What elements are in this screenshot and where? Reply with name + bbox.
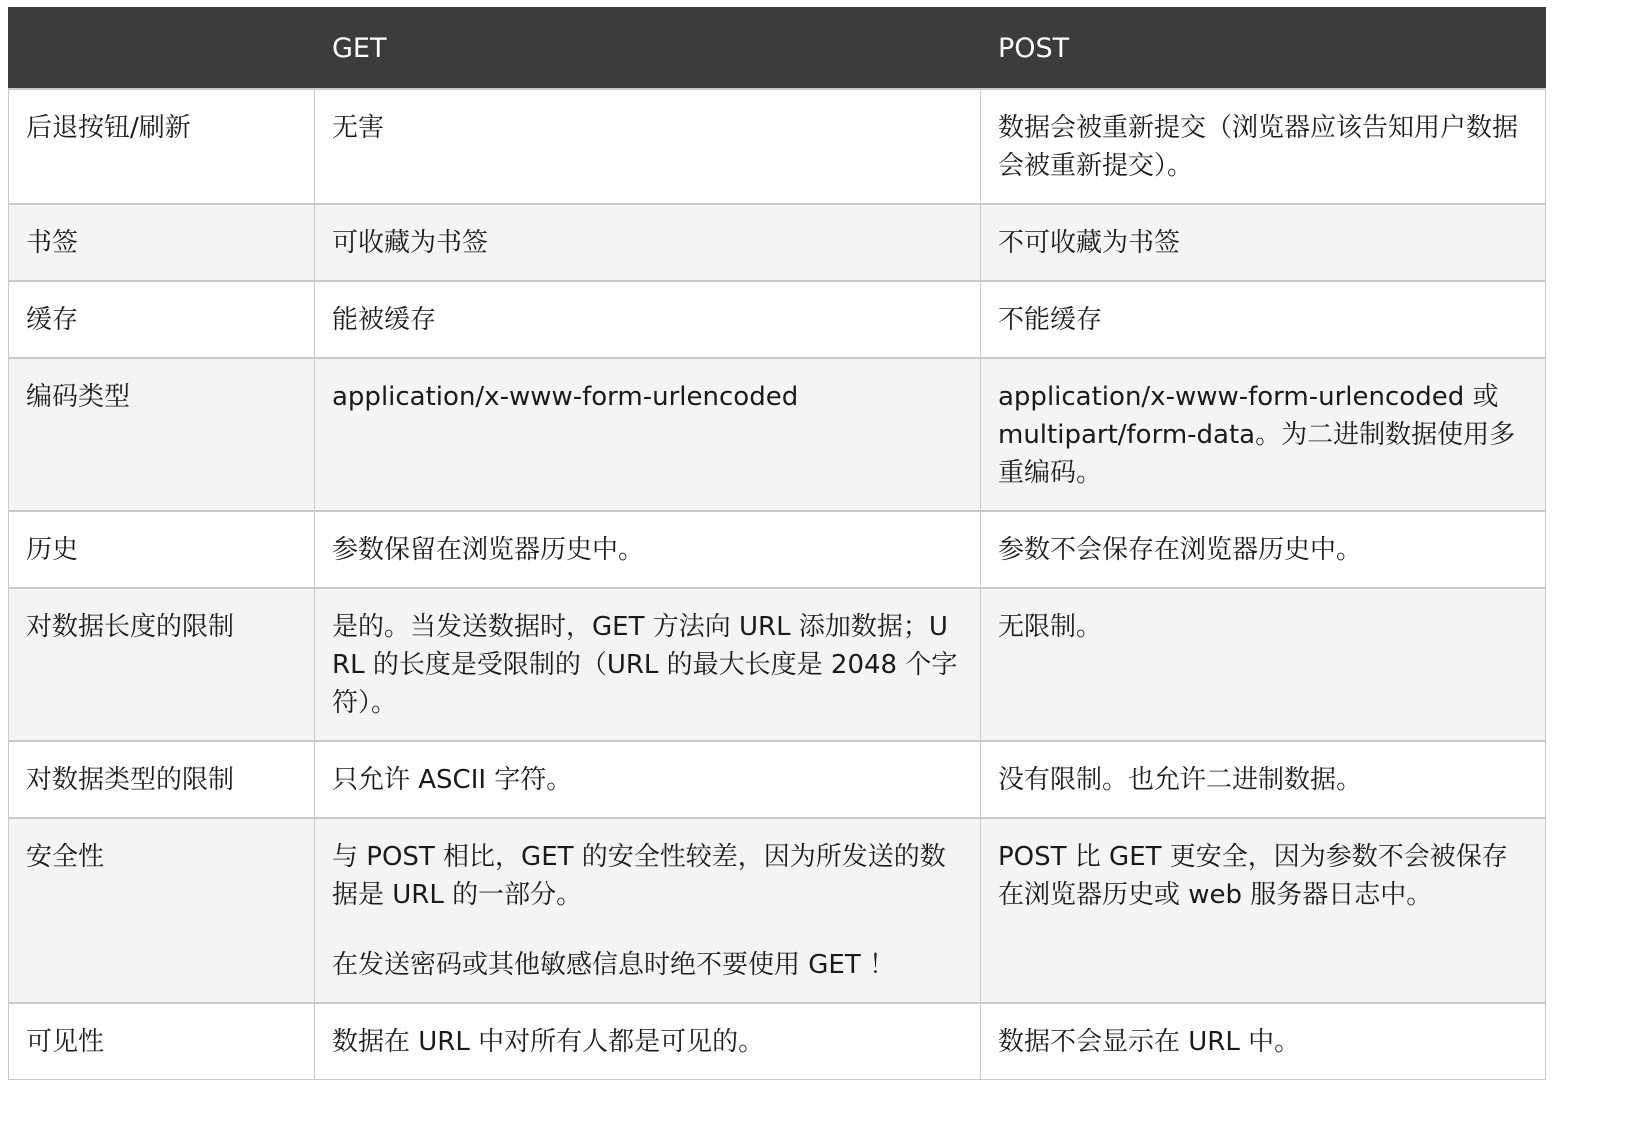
cell-text: 只允许 ASCII 字符。 xyxy=(332,765,573,795)
table-row-cache xyxy=(9,281,1546,358)
cell-text: 可收藏为书签 xyxy=(332,228,489,258)
cell-post xyxy=(981,204,1546,281)
cell-feature: 对数据类型的限制 xyxy=(9,741,315,818)
cell-get xyxy=(315,281,981,358)
cell-text: 数据会被重新提交（浏览器应该告知用户数据会被重新提交）。 xyxy=(998,113,1519,181)
cell-get xyxy=(315,1003,981,1080)
cell-feature: 缓存 xyxy=(9,281,315,358)
cell-post xyxy=(981,358,1546,511)
cell-text-warning: 在发送密码或其他敏感信息时绝不要使用 GET ！ xyxy=(332,950,895,980)
get-post-comparison-table xyxy=(8,7,1546,1080)
cell-get xyxy=(315,818,981,1003)
cell-post xyxy=(981,818,1546,1003)
cell-text: 参数保留在浏览器历史中。 xyxy=(332,535,645,565)
cell-text: 与 POST 相比，GET 的安全性较差，因为所发送的数据是 URL 的一部分。 xyxy=(332,842,946,910)
cell-text: 没有限制。也允许二进制数据。 xyxy=(998,765,1363,795)
table-row-security xyxy=(9,818,1546,1003)
cell-text: 不能缓存 xyxy=(998,305,1103,335)
cell-feature: 可见性 xyxy=(9,1003,315,1080)
cell-get xyxy=(315,358,981,511)
cell-get xyxy=(315,588,981,741)
cell-text: application/x-www-form-urlencoded xyxy=(332,382,799,412)
cell-post xyxy=(981,1003,1546,1080)
cell-feature: 编码类型 xyxy=(9,358,315,511)
cell-get xyxy=(315,741,981,818)
table-row-bookmark xyxy=(9,204,1546,281)
cell-text: 数据不会显示在 URL 中。 xyxy=(998,1027,1301,1057)
cell-post xyxy=(981,588,1546,741)
cell-text: application/x-www-form-urlencoded 或 multipart/form-data。为二进制数据使用多重编码。 xyxy=(998,382,1516,488)
table-body xyxy=(9,89,1546,1080)
cell-text: 不可收藏为书签 xyxy=(998,228,1181,258)
cell-post xyxy=(981,741,1546,818)
cell-text: 数据在 URL 中对所有人都是可见的。 xyxy=(332,1027,765,1057)
table-row-history xyxy=(9,511,1546,588)
header-get: GET xyxy=(315,8,981,90)
header-feature xyxy=(9,8,315,90)
table-row-visibility xyxy=(9,1003,1546,1080)
table-row-type-limit xyxy=(9,741,1546,818)
cell-post xyxy=(981,89,1546,204)
table-row-back-button xyxy=(9,89,1546,204)
header-post: POST xyxy=(981,8,1546,90)
cell-post xyxy=(981,511,1546,588)
cell-text: POST 比 GET 更安全，因为参数不会被保存在浏览器历史或 web 服务器日志中。 xyxy=(998,842,1508,910)
cell-text: 是的。当发送数据时，GET 方法向 URL 添加数据；URL 的长度是受限制的（URL 的最大长度是 2048 个字符）。 xyxy=(332,612,958,718)
table-row-encoding xyxy=(9,358,1546,511)
cell-feature: 历史 xyxy=(9,511,315,588)
cell-get xyxy=(315,89,981,204)
cell-feature: 后退按钮/刷新 xyxy=(9,89,315,204)
table-row-length-limit xyxy=(9,588,1546,741)
cell-text: 无害 xyxy=(332,113,385,143)
table-header xyxy=(9,8,1546,90)
header-row xyxy=(9,8,1546,90)
cell-feature: 书签 xyxy=(9,204,315,281)
cell-text: 能被缓存 xyxy=(332,305,437,335)
cell-get xyxy=(315,511,981,588)
cell-text: 无限制。 xyxy=(998,612,1103,642)
cell-get xyxy=(315,204,981,281)
cell-post xyxy=(981,281,1546,358)
cell-feature: 对数据长度的限制 xyxy=(9,588,315,741)
cell-text: 参数不会保存在浏览器历史中。 xyxy=(998,535,1363,565)
cell-feature: 安全性 xyxy=(9,818,315,1003)
